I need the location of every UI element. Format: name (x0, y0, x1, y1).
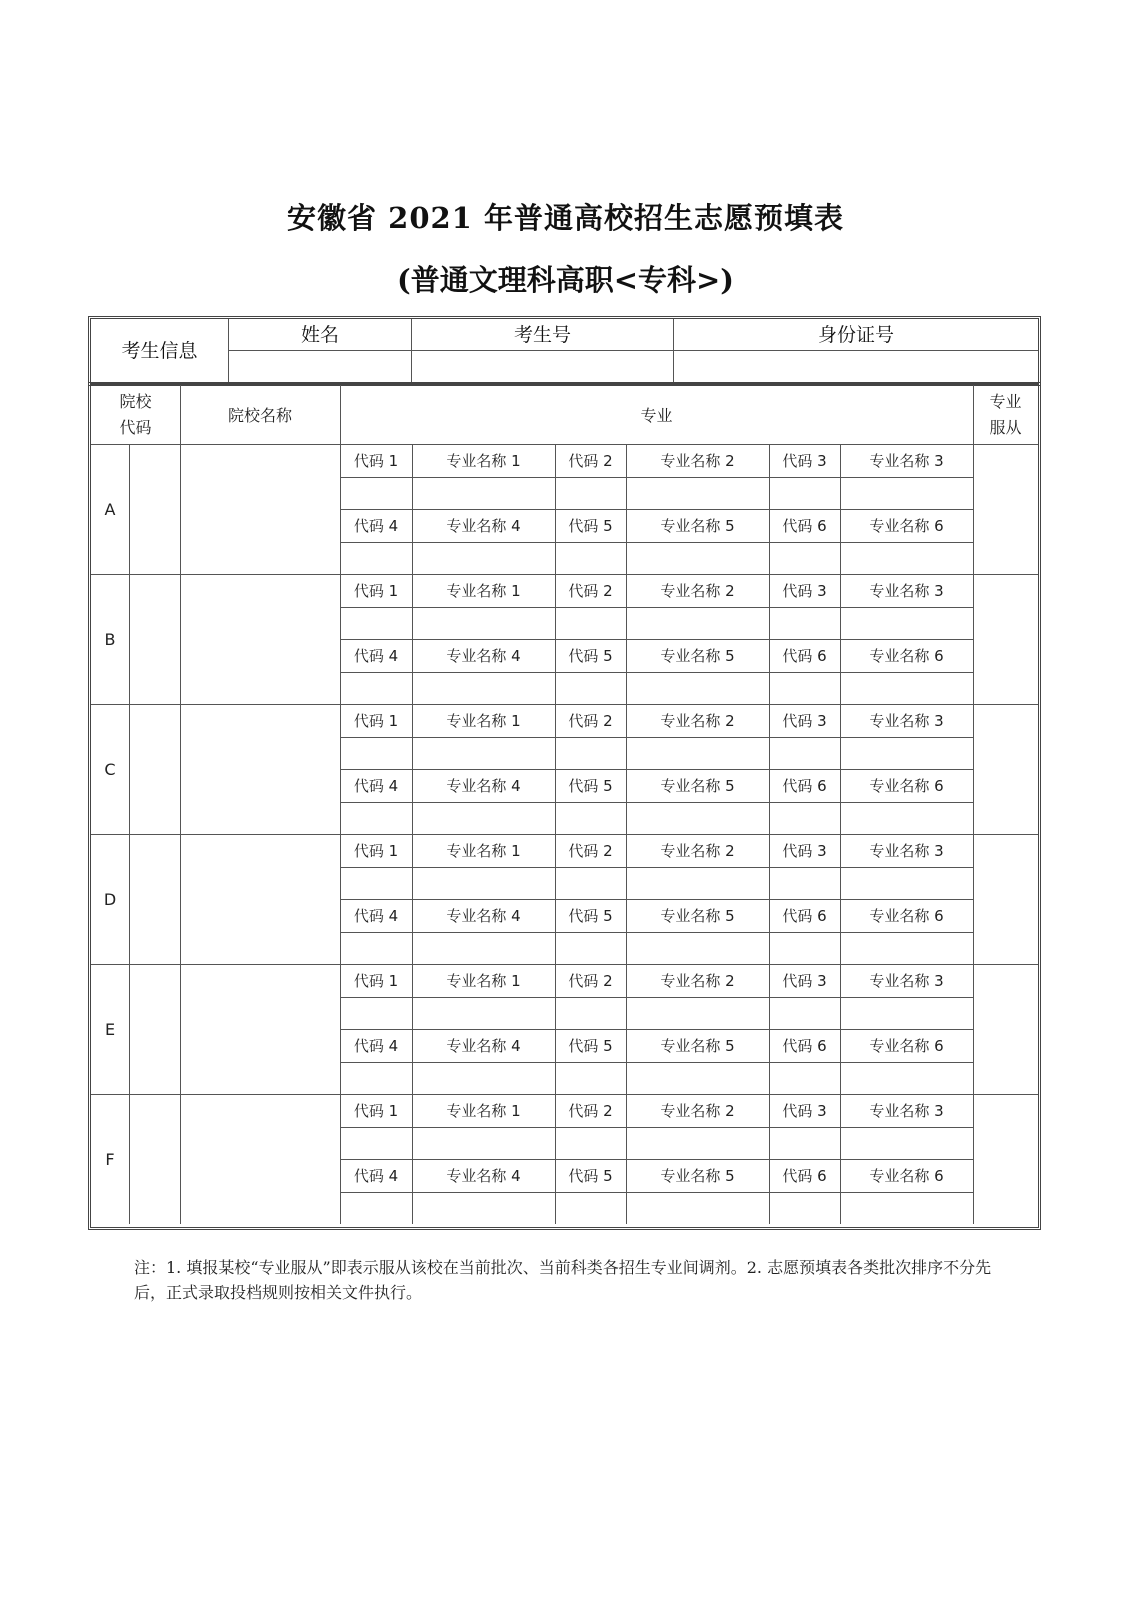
major-label: 专业名称 5 (660, 1166, 735, 1185)
major-label: 专业名称 5 (660, 516, 735, 535)
major-label: 代码 4 (353, 776, 399, 795)
school-code-field[interactable] (129, 964, 180, 1094)
major-label: 代码 2 (568, 711, 613, 730)
row-label: D (103, 889, 117, 909)
major-label: 专业名称 3 (869, 711, 944, 730)
major-label: 代码 2 (568, 841, 613, 860)
major-field[interactable] (555, 932, 626, 965)
major-label: 专业名称 5 (660, 1036, 735, 1055)
major-label: 专业名称 1 (446, 971, 521, 990)
major-label: 代码 1 (353, 711, 399, 730)
major-field[interactable] (555, 542, 626, 575)
major-field[interactable] (412, 932, 555, 965)
major-field[interactable] (412, 1127, 555, 1160)
major-label: 专业名称 4 (446, 516, 521, 535)
major-field[interactable] (626, 997, 769, 1030)
major-field[interactable] (626, 542, 769, 575)
major-field[interactable] (840, 1127, 973, 1160)
obey-header-l1: 专业 (989, 391, 1022, 411)
major-field[interactable] (555, 477, 626, 510)
major-label: 代码 1 (353, 841, 399, 860)
major-label: 代码 5 (568, 906, 613, 925)
major-field[interactable] (555, 1192, 626, 1225)
major-label: 专业名称 1 (446, 711, 521, 730)
major-label: 代码 1 (353, 1101, 399, 1120)
major-label: 专业名称 3 (869, 581, 944, 600)
major-field[interactable] (626, 672, 769, 705)
major-label: 专业名称 6 (869, 776, 944, 795)
major-label: 代码 5 (568, 1166, 613, 1185)
page-subtitle: (普通文理科高职<专科>) (396, 263, 735, 297)
student-info-table (88, 316, 1041, 386)
major-field[interactable] (769, 542, 840, 575)
major-label: 代码 4 (353, 646, 399, 665)
major-label: 代码 2 (568, 1101, 613, 1120)
major-field[interactable] (626, 1127, 769, 1160)
school-name-field[interactable] (180, 704, 340, 834)
major-label: 代码 5 (568, 516, 613, 535)
major-field[interactable] (412, 737, 555, 770)
major-label: 代码 4 (353, 906, 399, 925)
major-field[interactable] (769, 672, 840, 705)
major-label: 代码 4 (353, 1036, 399, 1055)
major-field[interactable] (555, 737, 626, 770)
major-field[interactable] (626, 1192, 769, 1225)
major-field[interactable] (840, 672, 973, 705)
major-field[interactable] (555, 802, 626, 835)
footnote: 注：1. 填报某校“专业服从”即表示服从该校在当前批次、当前科类各招生专业间调剂。2. 志愿预填表各类批次排序不分先后，正式录取投档规则按相关文件执行。 (134, 1258, 992, 1302)
id-field[interactable] (674, 351, 1038, 383)
major-label: 代码 2 (568, 451, 613, 470)
exam-no-field[interactable] (412, 351, 674, 383)
major-field[interactable] (340, 477, 412, 510)
major-field[interactable] (412, 1062, 555, 1095)
header-col-divider (340, 385, 341, 444)
major-field[interactable] (626, 607, 769, 640)
major-field[interactable] (769, 997, 840, 1030)
major-label: 代码 6 (782, 516, 827, 535)
major-field[interactable] (769, 867, 840, 900)
major-field[interactable] (340, 1192, 412, 1225)
major-label: 专业名称 6 (869, 516, 944, 535)
major-label: 专业名称 2 (660, 971, 735, 990)
major-field[interactable] (769, 1127, 840, 1160)
school-name-field[interactable] (180, 574, 340, 704)
school-name-field[interactable] (180, 1094, 340, 1224)
major-label: 代码 4 (353, 1166, 399, 1185)
row-label: C (104, 759, 116, 779)
major-label: 专业名称 5 (660, 646, 735, 665)
major-field[interactable] (555, 867, 626, 900)
major-label: 专业名称 3 (869, 841, 944, 860)
major-label: 专业名称 5 (660, 776, 735, 795)
major-field[interactable] (840, 1062, 973, 1095)
major-label: 代码 3 (782, 841, 827, 860)
major-field[interactable] (840, 802, 973, 835)
major-field[interactable] (412, 867, 555, 900)
school-name-field[interactable] (180, 834, 340, 964)
major-label: 专业名称 2 (660, 841, 735, 860)
major-label: 代码 3 (782, 971, 827, 990)
major-label: 专业名称 2 (660, 1101, 735, 1120)
obey-field[interactable] (973, 1094, 1038, 1224)
major-label: 代码 3 (782, 451, 827, 470)
major-label: 代码 3 (782, 711, 827, 730)
major-label: 专业名称 1 (446, 451, 521, 470)
major-field[interactable] (340, 1127, 412, 1160)
major-field[interactable] (769, 477, 840, 510)
major-field[interactable] (769, 1062, 840, 1095)
major-label: 代码 1 (353, 971, 399, 990)
major-label: 专业名称 6 (869, 1166, 944, 1185)
major-label: 代码 4 (353, 516, 399, 535)
school-code-header (91, 385, 180, 444)
row-label: A (104, 499, 116, 519)
major-field[interactable] (555, 1062, 626, 1095)
major-field[interactable] (412, 997, 555, 1030)
major-label: 专业名称 5 (660, 906, 735, 925)
major-field[interactable] (840, 542, 973, 575)
major-label: 专业名称 4 (446, 906, 521, 925)
major-field[interactable] (840, 477, 973, 510)
major-label: 代码 6 (782, 776, 827, 795)
major-field[interactable] (840, 997, 973, 1030)
major-field[interactable] (555, 997, 626, 1030)
major-field[interactable] (412, 477, 555, 510)
major-label: 代码 5 (568, 646, 613, 665)
major-label: 代码 6 (782, 1166, 827, 1185)
major-field[interactable] (840, 607, 973, 640)
major-field[interactable] (340, 997, 412, 1030)
school-code-field[interactable] (129, 704, 180, 834)
major-label: 专业名称 2 (660, 451, 735, 470)
major-label: 专业名称 4 (446, 1036, 521, 1055)
major-field[interactable] (412, 1192, 555, 1225)
student-info-label: 考生信息 (91, 319, 229, 383)
school-code-field[interactable] (129, 834, 180, 964)
school-code-header-l2: 代码 (119, 417, 152, 437)
name-header: 姓名 (229, 319, 412, 351)
school-code-field[interactable] (129, 444, 180, 574)
school-code-field[interactable] (129, 1094, 180, 1224)
major-label: 专业名称 3 (869, 1101, 944, 1120)
major-label: 代码 3 (782, 1101, 827, 1120)
major-label: 代码 2 (568, 971, 613, 990)
major-field[interactable] (340, 542, 412, 575)
major-label: 专业名称 6 (869, 1036, 944, 1055)
major-label: 专业名称 6 (869, 646, 944, 665)
major-field[interactable] (340, 672, 412, 705)
major-field[interactable] (769, 932, 840, 965)
exam-no-header: 考生号 (412, 319, 674, 351)
major-label: 专业名称 1 (446, 841, 521, 860)
major-label: 专业名称 2 (660, 711, 735, 730)
row-label: E (104, 1019, 116, 1039)
name-field[interactable] (229, 351, 412, 383)
major-header: 专业 (640, 406, 673, 425)
major-field[interactable] (626, 737, 769, 770)
major-label: 代码 6 (782, 646, 827, 665)
major-field[interactable] (840, 932, 973, 965)
major-label: 专业名称 4 (446, 776, 521, 795)
major-label: 代码 3 (782, 581, 827, 600)
row-label: B (104, 629, 116, 649)
obey-field[interactable] (973, 574, 1038, 704)
major-label: 代码 1 (353, 581, 399, 600)
major-field[interactable] (340, 1062, 412, 1095)
id-header: 身份证号 (674, 319, 1038, 351)
major-label: 代码 6 (782, 1036, 827, 1055)
row-label: F (105, 1149, 115, 1169)
major-label: 专业名称 3 (869, 451, 944, 470)
major-label: 专业名称 4 (446, 646, 521, 665)
major-field[interactable] (840, 1192, 973, 1225)
major-label: 专业名称 1 (446, 1101, 521, 1120)
major-field[interactable] (555, 672, 626, 705)
obey-field[interactable] (973, 834, 1038, 964)
choice-table (88, 382, 1041, 1230)
major-field[interactable] (840, 737, 973, 770)
major-field[interactable] (412, 542, 555, 575)
major-label: 代码 5 (568, 1036, 613, 1055)
obey-field[interactable] (973, 704, 1038, 834)
major-field[interactable] (555, 1127, 626, 1160)
major-field[interactable] (769, 802, 840, 835)
obey-field[interactable] (973, 964, 1038, 1094)
major-field[interactable] (626, 802, 769, 835)
major-field[interactable] (840, 867, 973, 900)
school-name-field[interactable] (180, 444, 340, 574)
major-field[interactable] (626, 867, 769, 900)
major-label: 专业名称 2 (660, 581, 735, 600)
major-field[interactable] (769, 737, 840, 770)
header-col-divider (973, 385, 974, 444)
major-label: 代码 2 (568, 581, 613, 600)
major-field[interactable] (555, 607, 626, 640)
obey-field[interactable] (973, 444, 1038, 574)
major-field[interactable] (412, 802, 555, 835)
major-field[interactable] (412, 607, 555, 640)
major-field[interactable] (626, 477, 769, 510)
major-label: 代码 1 (353, 451, 399, 470)
school-code-header-l1: 院校 (119, 391, 152, 411)
major-field[interactable] (340, 607, 412, 640)
major-field[interactable] (769, 607, 840, 640)
school-name-header: 院校名称 (227, 406, 292, 425)
major-field[interactable] (340, 737, 412, 770)
obey-header-l2: 服从 (989, 417, 1022, 437)
major-label: 代码 6 (782, 906, 827, 925)
major-label: 专业名称 3 (869, 971, 944, 990)
major-label: 专业名称 4 (446, 1166, 521, 1185)
school-name-field[interactable] (180, 964, 340, 1094)
header-col-divider (180, 385, 181, 444)
page-title: 安徽省 2021 年普通高校招生志愿预填表 (287, 201, 844, 235)
school-code-field[interactable] (129, 574, 180, 704)
major-field[interactable] (340, 932, 412, 965)
major-field[interactable] (626, 1062, 769, 1095)
major-label: 专业名称 1 (446, 581, 521, 600)
major-field[interactable] (412, 672, 555, 705)
major-field[interactable] (340, 802, 412, 835)
major-label: 专业名称 6 (869, 906, 944, 925)
major-label: 代码 5 (568, 776, 613, 795)
obey-header (973, 385, 1038, 444)
major-field[interactable] (626, 932, 769, 965)
major-field[interactable] (769, 1192, 840, 1225)
major-field[interactable] (340, 867, 412, 900)
